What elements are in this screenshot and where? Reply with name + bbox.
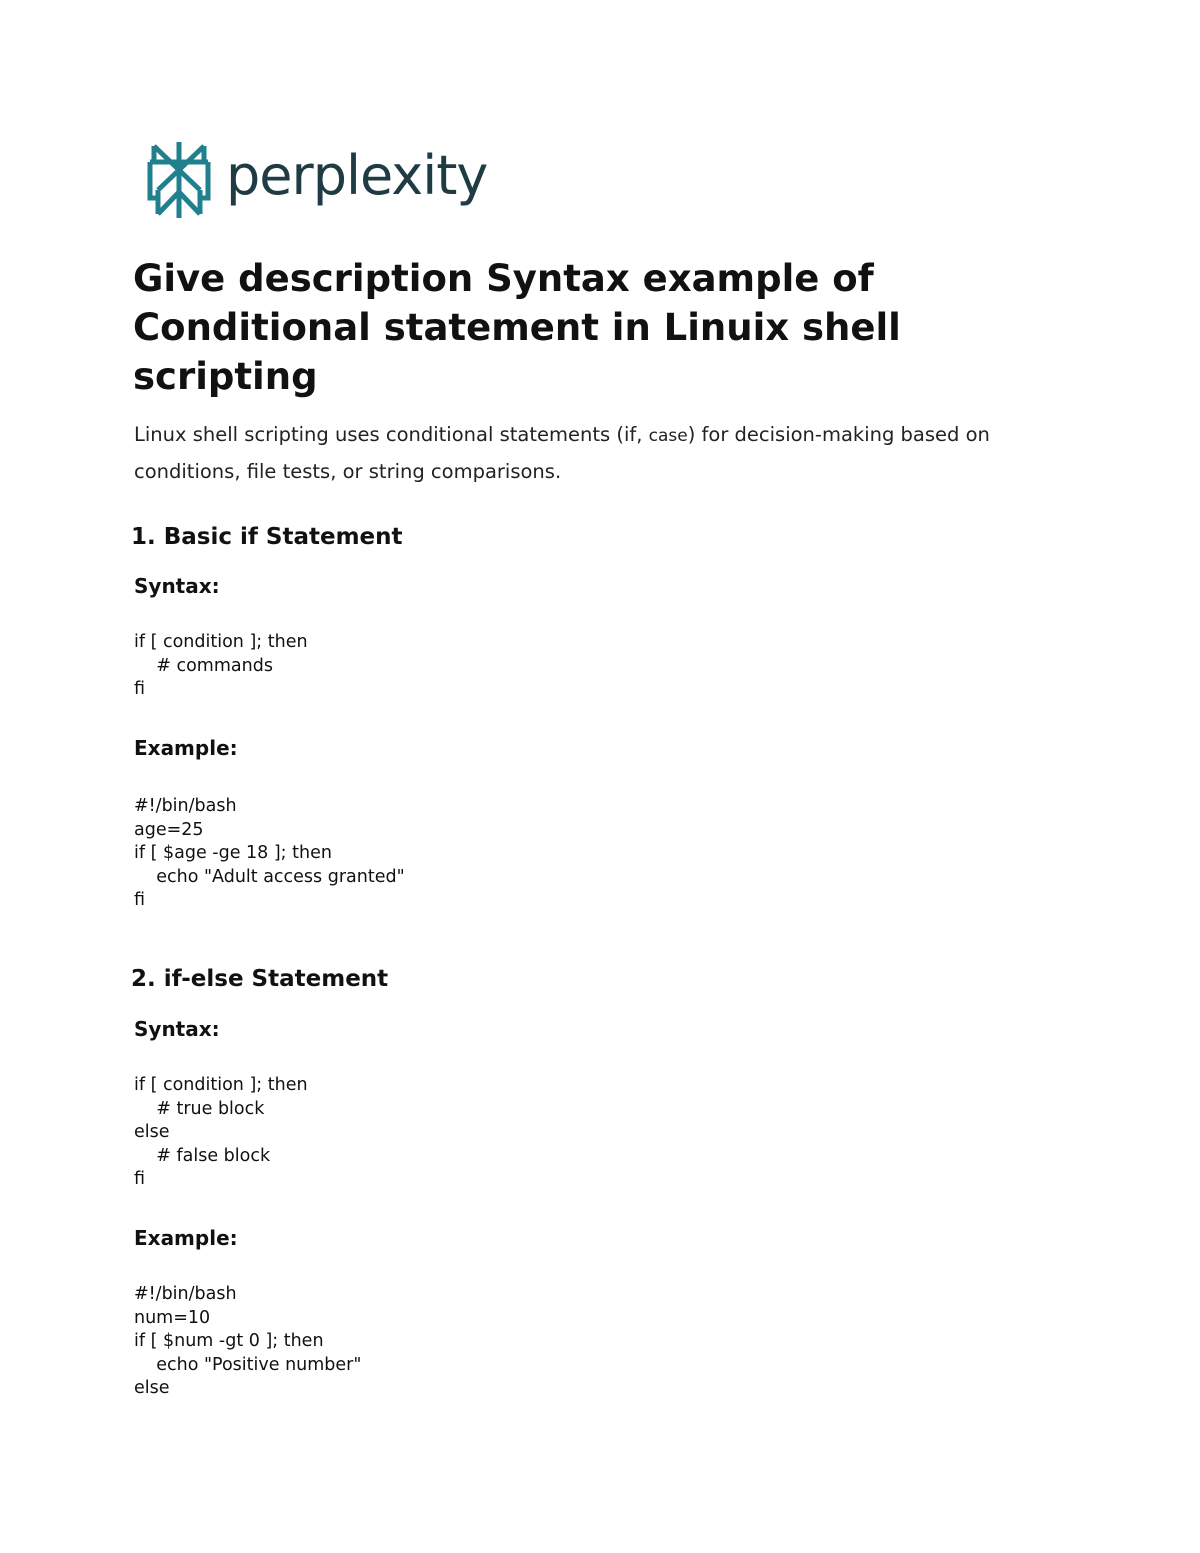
page-title: Give description Syntax example of Conditional statement in Linuix shell scripting <box>133 257 901 398</box>
perplexity-logo-icon <box>146 140 212 220</box>
section-1-heading: 1. Basic if Statement <box>131 524 403 550</box>
intro-paragraph <box>134 417 1074 489</box>
section-1-example-code: #!/bin/bash age=25 if [ $age -ge 18 ]; then echo "Adult access granted" fi <box>134 796 405 910</box>
section-1-example-label: Example: <box>134 736 238 760</box>
perplexity-logo <box>146 140 487 220</box>
section-1-syntax-code: if [ condition ]; then # commands fi <box>134 632 308 699</box>
section-2-syntax-code: if [ condition ]; then # true block else # false block fi <box>134 1075 308 1189</box>
intro-text-part1: Linux shell scripting uses conditional statements (if, <box>134 423 649 446</box>
section-2-heading: 2. if-else Statement <box>131 966 389 992</box>
section-2-example-label: Example: <box>134 1226 238 1250</box>
intro-text-part2: ) for decision-making based on conditions, file tests, or string comparisons. <box>134 423 990 483</box>
section-2-syntax-label: Syntax: <box>134 1017 220 1041</box>
section-2-example-code: #!/bin/bash num=10 if [ $num -gt 0 ]; then echo "Positive number" else <box>134 1284 362 1398</box>
logo-wordmark: perplexity <box>226 144 488 207</box>
section-1-syntax-label: Syntax: <box>134 574 220 598</box>
intro-inline-code: case <box>648 426 688 446</box>
